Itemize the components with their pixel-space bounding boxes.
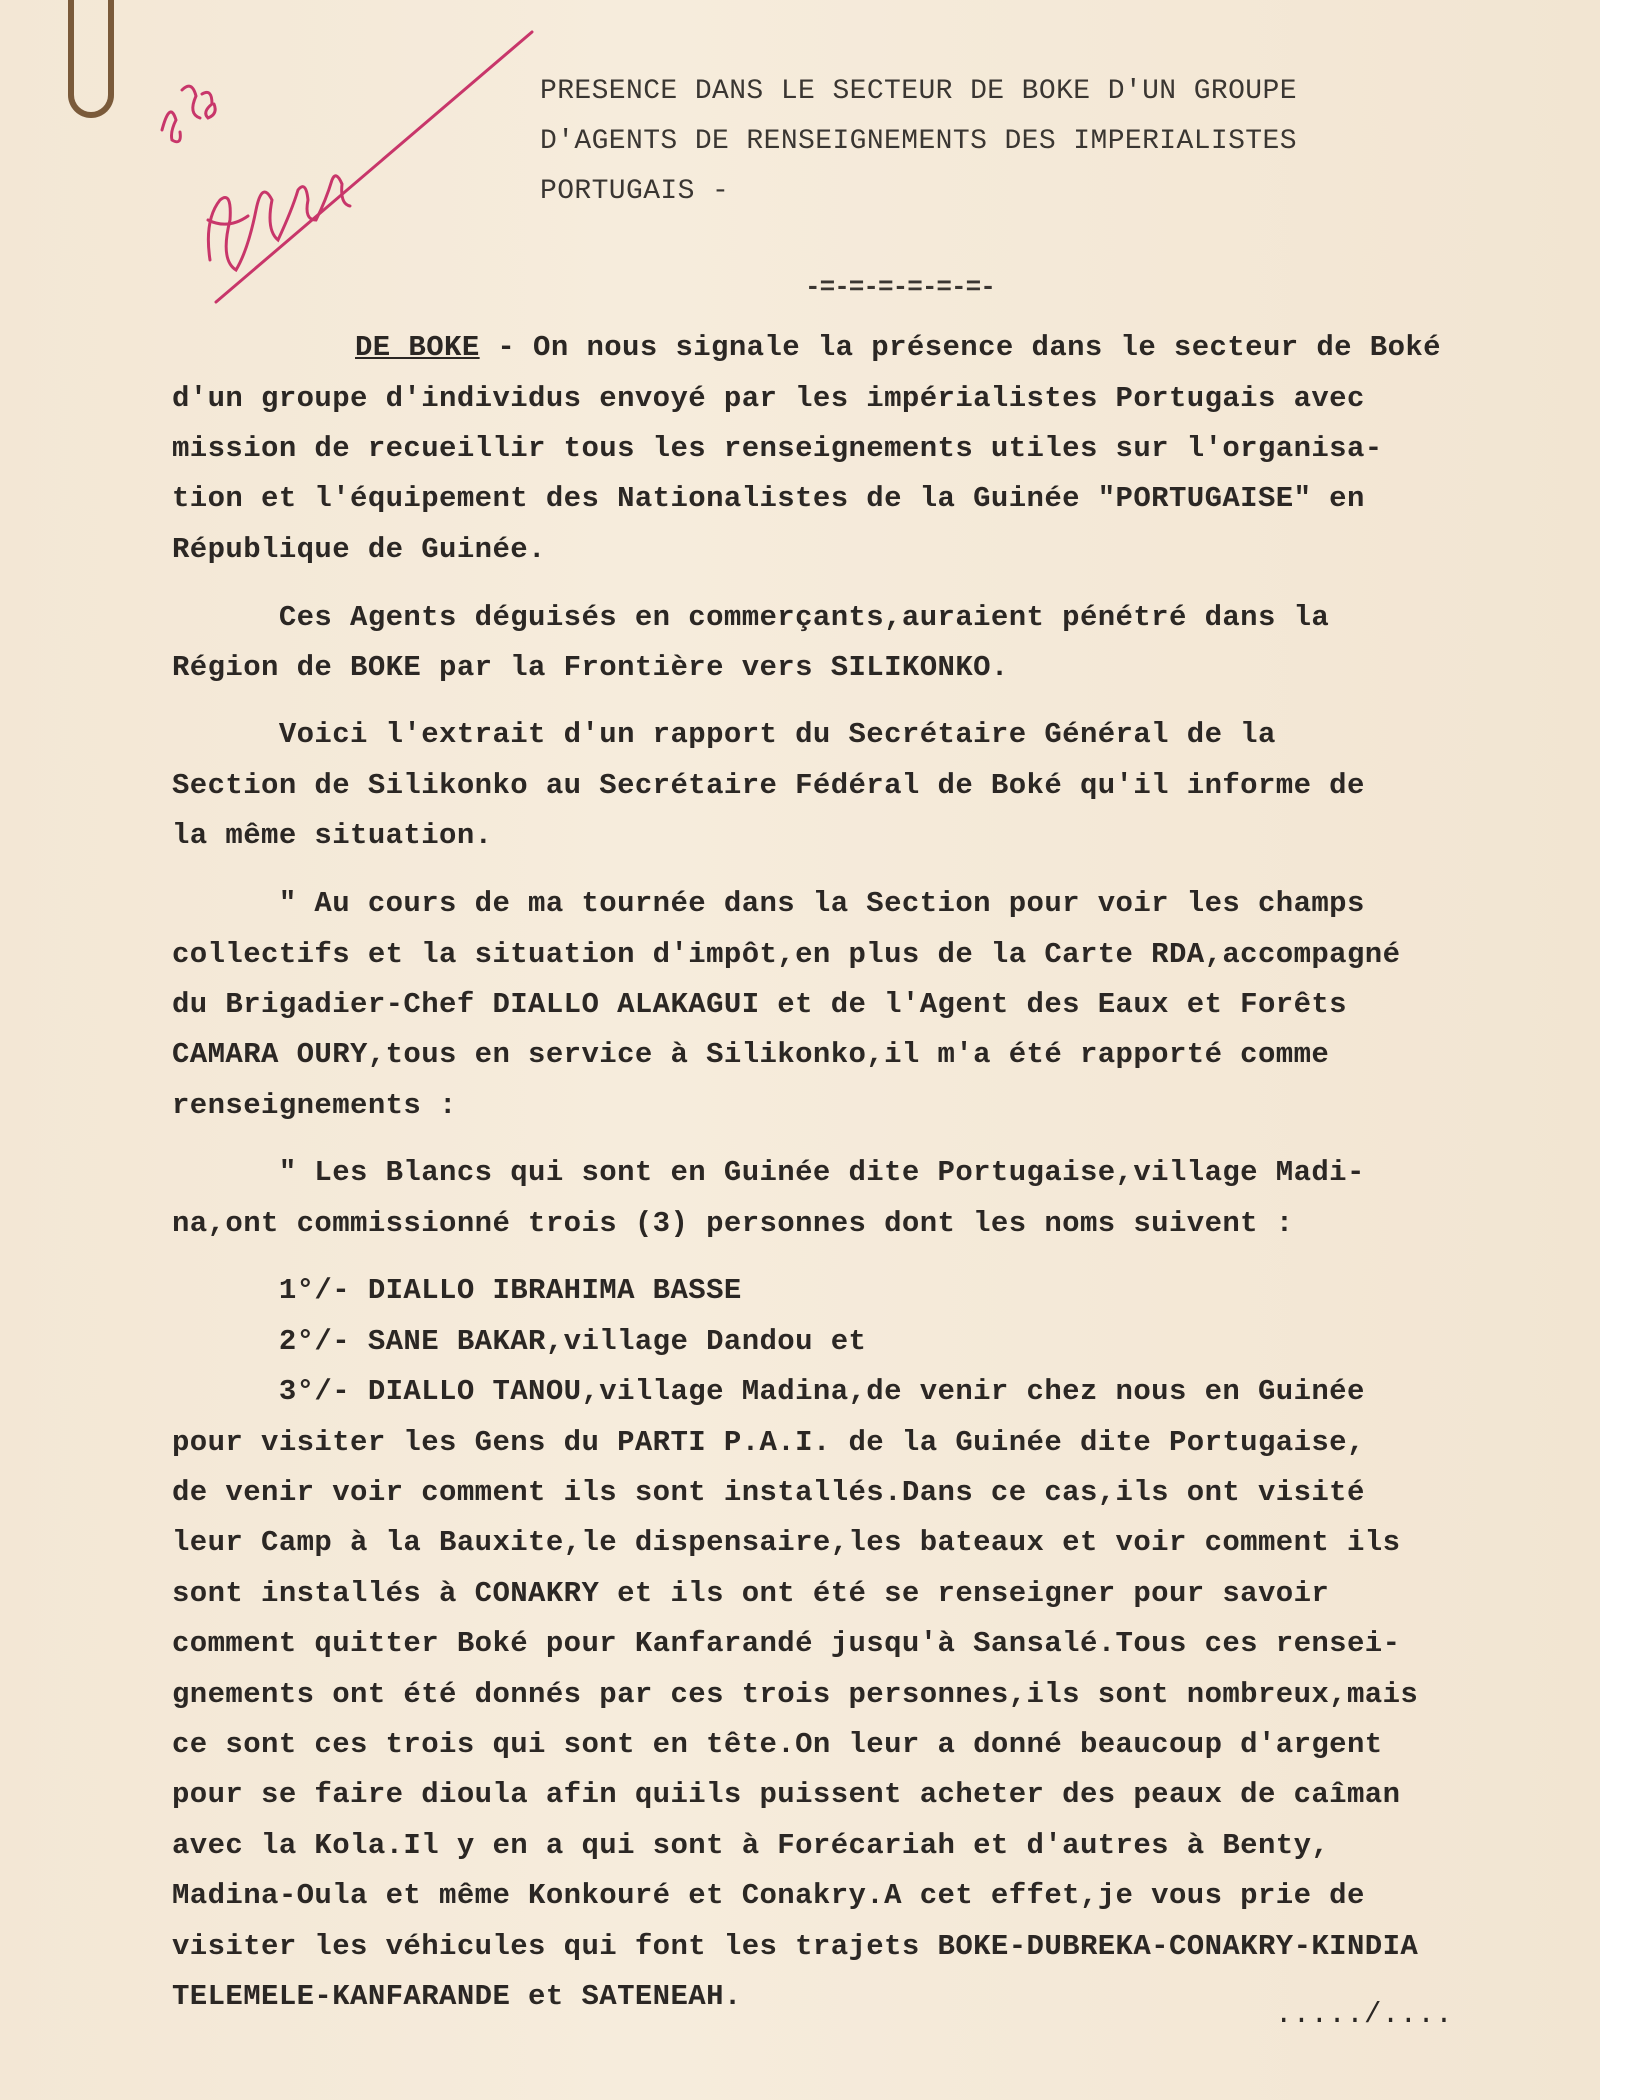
body-line: sont installés à CONAKRY et ils ont été se renseigner pour savoir	[172, 1577, 1330, 1610]
body-line: pour visiter les Gens du PARTI P.A.I. de la Guinée dite Portugaise,	[172, 1426, 1365, 1459]
body-line: leur Camp à la Bauxite,le dispensaire,les bateaux et voir comment ils	[172, 1526, 1401, 1559]
list-item: 2°/- SANE BAKAR,village Dandou et	[172, 1325, 867, 1358]
body-line: avec la Kola.Il y en a qui sont à Forécariah et d'autres à Benty,	[172, 1829, 1330, 1862]
body-line: renseignements :	[172, 1089, 457, 1122]
body-line: Madina-Oula et même Konkouré et Conakry.A cet effet,je vous prie de	[172, 1879, 1365, 1912]
body-line: du Brigadier-Chef DIALLO ALAKAGUI et de l'Agent des Eaux et Forêts	[172, 988, 1347, 1021]
body-line: TELEMELE-KANFARANDE et SATENEAH.	[172, 1980, 742, 2013]
list-item: 3°/- DIALLO TANOU,village Madina,de venir chez nous en Guinée	[172, 1375, 1365, 1408]
body-line: Région de BOKE par la Frontière vers SILIKONKO.	[172, 651, 1009, 684]
body-line: visiter les véhicules qui font les trajets BOKE-DUBREKA-CONAKRY-KINDIA	[172, 1930, 1419, 1963]
lead-rest: - On nous signale la présence dans le secteur de Boké	[479, 331, 1441, 364]
continuation-mark: ...../....	[1275, 1998, 1454, 2031]
lead-label: DE BOKE	[355, 331, 480, 364]
scan-margin	[1600, 0, 1643, 2100]
body-line: de venir voir comment ils sont installés.Dans ce cas,ils ont visité	[172, 1476, 1365, 1509]
list-item: 1°/- DIALLO IBRAHIMA BASSE	[172, 1274, 742, 1307]
body-line: mission de recueillir tous les renseignements utiles sur l'organisa-	[172, 432, 1383, 465]
body-line: ce sont ces trois qui sont en tête.On leur a donné beaucoup d'argent	[172, 1728, 1383, 1761]
body-line: collectifs et la situation d'impôt,en plus de la Carte RDA,accompagné	[172, 938, 1401, 971]
body-line: comment quitter Boké pour Kanfarandé jusqu'à Sansalé.Tous ces rensei-	[172, 1627, 1401, 1660]
body-line: na,ont commissionné trois (3) personnes dont les noms suivent :	[172, 1207, 1294, 1240]
title-separator: -=-=-=-=-=-=-	[805, 272, 995, 302]
body-line: CAMARA OURY,tous en service à Silikonko,il m'a été rapporté comme	[172, 1038, 1330, 1071]
title-line-1: PRESENCE DANS LE SECTEUR DE BOKE D'UN GROUPE	[540, 76, 1297, 107]
title-line-2: D'AGENTS DE RENSEIGNEMENTS DES IMPERIALISTES	[540, 126, 1297, 157]
body-line: pour se faire dioula afin quiils puissent acheter des peaux de caîman	[172, 1778, 1401, 1811]
body-line: Ces Agents déguisés en commerçants,auraient pénétré dans la	[172, 601, 1330, 634]
body-line: tion et l'équipement des Nationalistes de la Guinée "PORTUGAISE" en	[172, 482, 1365, 515]
body-line: d'un groupe d'individus envoyé par les impérialistes Portugais avec	[172, 382, 1365, 415]
title-line-3: PORTUGAIS -	[540, 176, 730, 207]
body-line: " Au cours de ma tournée dans la Section pour voir les champs	[172, 887, 1365, 920]
body-line: Section de Silikonko au Secrétaire Fédéral de Boké qu'il informe de	[172, 769, 1365, 802]
body-line: gnements ont été donnés par ces trois personnes,ils sont nombreux,mais	[172, 1678, 1419, 1711]
paper-clip	[68, 0, 114, 118]
body-line: " Les Blancs qui sont en Guinée dite Portugaise,village Madi-	[172, 1156, 1365, 1189]
body-line: la même situation.	[172, 819, 493, 852]
body-line: Voici l'extrait d'un rapport du Secrétaire Général de la	[172, 718, 1276, 751]
handwritten-annotation	[150, 30, 550, 330]
lead-line	[355, 333, 1441, 362]
body-line: République de Guinée.	[172, 533, 546, 566]
